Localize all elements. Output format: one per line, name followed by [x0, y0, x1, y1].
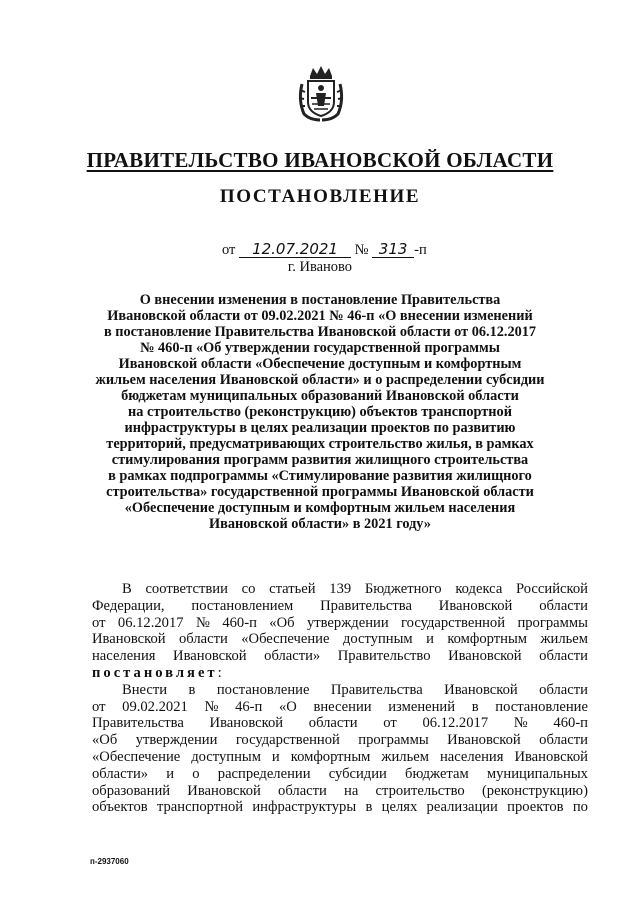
resolution-title	[70, 292, 570, 532]
body-word: соответствии	[145, 581, 228, 597]
body-word: утверждении	[306, 614, 389, 631]
body-word: Ивановской	[438, 597, 513, 614]
date-prefix: от	[222, 242, 236, 258]
body-word: населения	[92, 648, 156, 665]
body-word: населения	[439, 748, 504, 765]
body-word: Ивановской	[173, 648, 247, 665]
title-line: бюджетам муниципальных образований Ивановской области	[121, 388, 519, 404]
body-line	[92, 581, 588, 598]
body-word: распределении	[217, 765, 311, 782]
body-word: инфраструктуры	[252, 799, 357, 816]
body-word: Правительства	[330, 681, 423, 698]
body-word: Бюджетного	[364, 581, 442, 597]
decree-line	[92, 665, 588, 682]
body-word: и	[166, 765, 175, 782]
body-word: в	[471, 698, 479, 715]
title-line: Ивановской области «Обеспечение доступным и комфортным	[118, 356, 522, 372]
ivanovo-coat-of-arms-icon	[296, 66, 346, 122]
body-word: (реконструкцию)	[481, 782, 588, 799]
body-word: 460-п	[553, 715, 588, 732]
body-word: Ивановской	[448, 648, 522, 665]
body-word: со	[241, 581, 256, 597]
title-line: жильем населения Ивановской области» и о распределении субсидии	[95, 372, 545, 388]
body-word: жильем	[540, 631, 588, 648]
body-word: 06.12.2017	[117, 614, 184, 631]
body-line	[92, 598, 588, 615]
body-word: Правительства	[92, 715, 184, 732]
date-number-line	[222, 241, 427, 259]
city-label: г. Иваново	[287, 259, 353, 275]
title-line: Ивановской области» в 2021 году»	[209, 516, 431, 532]
body-word: постановление	[216, 681, 310, 698]
number-sign: №	[354, 242, 369, 258]
body-word: В	[122, 581, 132, 597]
handwritten-date: 12.07.2021	[239, 241, 351, 258]
body-word: статьей	[269, 581, 316, 597]
body-word: Внести	[122, 681, 168, 698]
title-line: в постановление Правительства Ивановской области от 06.12.2017	[103, 324, 537, 340]
body-word: Ивановской	[514, 748, 588, 765]
body-word: объектов	[92, 799, 148, 816]
body-word: области	[539, 681, 588, 698]
title-line: в рамках подпрограммы «Стимулирование развития жилищного	[108, 468, 532, 484]
body-word: «Обеспечение	[92, 748, 181, 765]
body-word: области	[539, 648, 588, 665]
body-word: жильем	[381, 748, 429, 765]
body-word: в	[365, 799, 373, 816]
body-word: 46-п	[235, 698, 263, 715]
body-word: реализации	[426, 799, 498, 816]
title-line: О внесении изменения в постановление Правительства	[139, 292, 501, 308]
body-word: утверждении	[135, 732, 218, 749]
body-word: «Об	[92, 732, 118, 749]
body-line	[92, 799, 588, 816]
body-word: Правительства	[320, 597, 412, 614]
body-word: Российской	[516, 581, 588, 597]
body-word: доступным	[342, 631, 413, 648]
government-title: ПРАВИТЕЛЬСТВО ИВАНОВСКОЙ ОБЛАСТИ	[86, 148, 554, 172]
body-word: внесении	[313, 698, 372, 715]
body-word: Ивановской	[92, 631, 166, 648]
body-word: о	[192, 765, 200, 782]
body-line	[92, 715, 588, 732]
body-word: комфортным	[290, 748, 371, 765]
body-word: по	[572, 799, 588, 816]
body-word: области	[278, 782, 327, 799]
body-word: №	[204, 698, 219, 715]
body-line	[92, 749, 588, 766]
body-word: и	[271, 748, 280, 765]
body-word: №	[195, 614, 210, 631]
body-word: Правительство	[337, 648, 431, 665]
body-word: доступным	[191, 748, 261, 765]
title-line: № 460-п «Об утверждении государственной программы	[140, 340, 500, 356]
body-word: транспортной	[156, 799, 244, 816]
body-word: 139	[329, 581, 352, 597]
body-word: области	[179, 631, 228, 648]
body-line	[92, 732, 588, 749]
body-word: Ивановской	[444, 681, 518, 698]
body-word: «Об	[269, 614, 295, 631]
body-word: от	[383, 715, 397, 732]
body-word: области	[308, 715, 358, 732]
number-suffix: -п	[414, 242, 427, 258]
body-word: целях	[381, 799, 418, 816]
decree-colon: :	[217, 664, 222, 681]
body-line	[92, 648, 588, 665]
document-code: п-2937060	[90, 857, 129, 866]
body-word: комфортным	[447, 631, 528, 648]
body-word: программы	[358, 732, 429, 749]
body-word: от	[92, 698, 106, 715]
body-word: области	[539, 732, 588, 749]
body-line	[92, 766, 588, 783]
body-word: Ивановской	[209, 715, 284, 732]
body-word: Ивановской	[447, 732, 521, 749]
body-line	[92, 783, 588, 800]
body-word: «О	[278, 698, 297, 715]
body-word: государственной	[235, 732, 340, 749]
body-word: постановление	[495, 698, 588, 715]
title-line: строительства» государственной программы Ивановской области	[106, 484, 534, 500]
body-line	[92, 699, 588, 716]
body-word: 09.02.2021	[122, 698, 188, 715]
body-word: муниципальных	[486, 765, 588, 782]
body-line	[92, 682, 588, 699]
body-word: «Обеспечение	[241, 631, 330, 648]
body-word: от	[92, 614, 106, 631]
body-word: Ивановской	[187, 782, 261, 799]
body-word: 06.12.2017	[422, 715, 489, 732]
body-word: в	[188, 681, 196, 698]
body-word: области»	[264, 648, 321, 665]
body-word: на	[344, 782, 359, 799]
body-word: проектов	[507, 799, 564, 816]
title-line: стимулирования программ развития жилищного строительства	[111, 452, 529, 468]
resolution-body	[92, 581, 588, 816]
document-type-heading: ПОСТАНОВЛЕНИЕ	[219, 186, 421, 207]
handwritten-number: 313	[372, 241, 414, 258]
body-word: бюджетам	[405, 765, 469, 782]
body-word: строительство	[375, 782, 465, 799]
title-line: инфраструктуры в целях реализации проектов по развитию	[124, 420, 516, 436]
body-line	[92, 631, 588, 648]
body-word: Федерации,	[92, 597, 165, 614]
body-word: 460-п	[222, 614, 257, 631]
body-word: государственной	[401, 614, 506, 631]
decree-word: постановляет	[92, 664, 218, 681]
title-line: на строительство (реконструкцию) объектов транспортной	[128, 404, 512, 420]
body-word: кодекса	[455, 581, 503, 597]
body-word: области	[539, 597, 588, 614]
title-line: территорий, предусматривающих строительство жилья, в рамках	[106, 436, 534, 452]
body-word: и	[426, 631, 434, 648]
body-word: постановлением	[191, 597, 294, 614]
body-word: субсидии	[328, 765, 387, 782]
body-word: области»	[92, 765, 149, 782]
body-word: образований	[92, 782, 171, 799]
title-line: «Обеспечение доступным и комфортным жильем населения	[124, 500, 516, 516]
body-line	[92, 615, 588, 632]
body-word: №	[513, 715, 528, 732]
body-word: изменений	[388, 698, 456, 715]
body-word: программы	[517, 614, 588, 631]
title-line: Ивановской области от 09.02.2021 № 46-п «О внесении изменений	[107, 308, 533, 324]
